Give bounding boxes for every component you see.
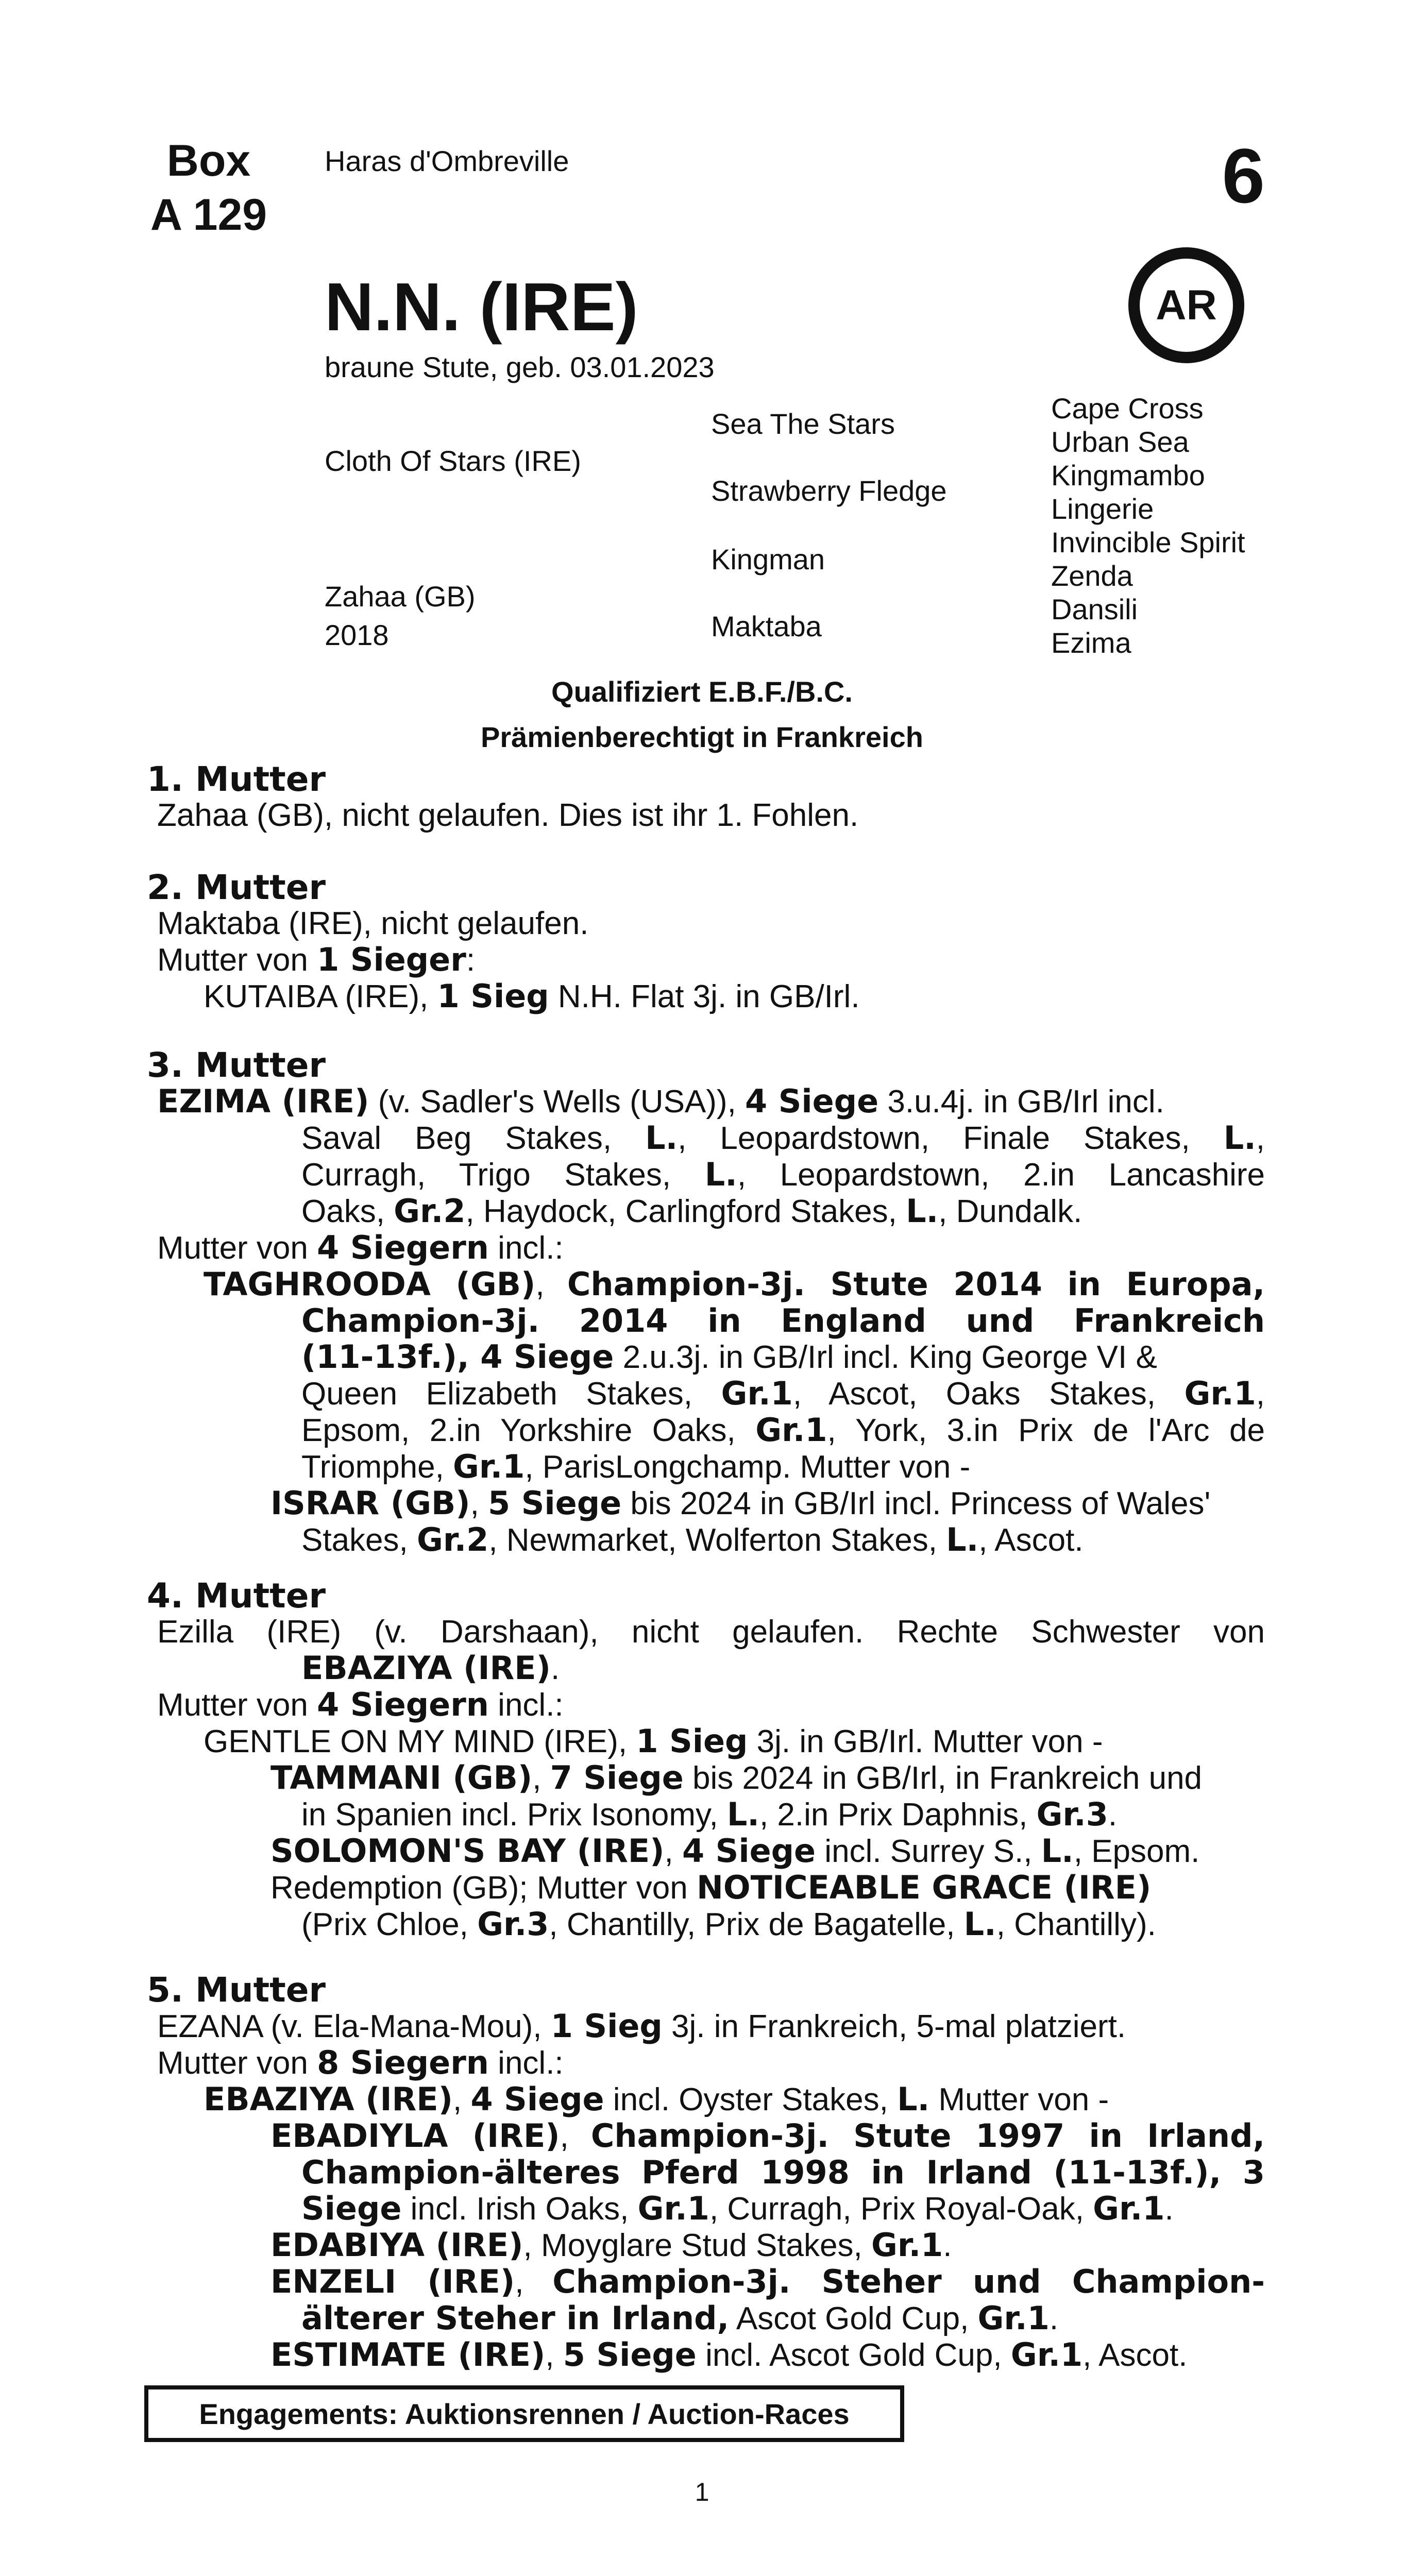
box-number: A 129 (150, 190, 267, 240)
box-label-block (144, 134, 273, 242)
grand-offspring-line: ISRAR (GB), 5 Siege bis 2024 in GB/Irl incl. Princess of Wales' (270, 1484, 1211, 1522)
engagements-label: Engagements: Auktionsrennen / Auction-Races (199, 2397, 850, 2430)
pedigree-gen3-item: Zenda (1051, 560, 1133, 592)
pedigree-gen2-item: Maktaba (711, 610, 822, 642)
section-heading: 2. Mutter (147, 868, 326, 907)
offspring-line: (11-13f.), 4 Siege 2.u.3j. in GB/Irl incl. King George VI & (301, 1338, 1157, 1376)
dam-line: EZIMA (IRE) (v. Sadler's Wells (USA)), 4 Siege 3.u.4j. in GB/Irl incl. (157, 1082, 1164, 1120)
pedigree-sire: Cloth Of Stars (IRE) (325, 445, 581, 477)
section-heading: 3. Mutter (147, 1045, 326, 1085)
offspring-line: Champion-3j. 2014 in England und Frankreich (301, 1302, 1265, 1340)
dam-line: Mutter von 4 Siegern incl.: (157, 1686, 564, 1723)
pedigree-gen3-item: Kingmambo (1051, 459, 1205, 492)
dam-line: Ezilla (IRE) (v. Darshaan), nicht gelaufen. Rechte Schwester von (157, 1614, 1265, 1650)
section-heading: 1. Mutter (147, 759, 326, 799)
pedigree-dam-year: 2018 (325, 619, 389, 651)
pedigree-gen3-item: Lingerie (1051, 493, 1154, 525)
horse-name: N.N. (IRE) (325, 269, 638, 345)
offspring-line: TAGHROODA (GB), Champion-3j. Stute 2014 in Europa, (204, 1265, 1265, 1303)
offspring-line: KUTAIBA (IRE), 1 Sieg N.H. Flat 3j. in GB/Irl. (204, 977, 860, 1015)
dam-line: Mutter von 8 Siegern incl.: (157, 2044, 564, 2081)
pedigree-gen3-item: Invincible Spirit (1051, 526, 1245, 558)
engagements-box (144, 2385, 904, 2442)
dam-line: Saval Beg Stakes, L., Leopardstown, Finale Stakes, L., (301, 1119, 1265, 1157)
mutter-2-section (147, 870, 1265, 1015)
ar-badge (1128, 247, 1244, 363)
pedigree-gen3-item: Urban Sea (1051, 426, 1189, 458)
section-heading: 4. Mutter (147, 1576, 326, 1616)
pedigree-dam: Zahaa (GB) (325, 580, 476, 613)
pedigree-gen3-item: Cape Cross (1051, 392, 1204, 425)
breeder-name: Haras d'Ombreville (325, 145, 569, 177)
grand-offspring-line: (Prix Chloe, Gr.3, Chantilly, Prix de Bagatelle, L., Chantilly). (301, 1905, 1156, 1943)
offspring-line: EBAZIYA (IRE), 4 Siege incl. Oyster Stakes, L. Mutter von - (204, 2080, 1109, 2118)
grand-offspring-line: TAMMANI (GB), 7 Siege bis 2024 in GB/Irl, in Frankreich und (270, 1759, 1203, 1797)
offspring-line: Queen Elizabeth Stakes, Gr.1, Ascot, Oaks Stakes, Gr.1, (301, 1375, 1265, 1412)
dam-line: EZANA (v. Ela-Mana-Mou), 1 Sieg 3j. in Frankreich, 5-mal platziert. (157, 2007, 1126, 2045)
pedigree-gen2-item: Kingman (711, 543, 825, 575)
grand-offspring-line: Stakes, Gr.2, Newmarket, Wolferton Stakes, L., Ascot. (301, 1521, 1084, 1558)
grand-offspring-line: EDABIYA (IRE), Moyglare Stud Stakes, Gr.1. (270, 2226, 952, 2264)
offspring-line: GENTLE ON MY MIND (IRE), 1 Sieg 3j. in GB/Irl. Mutter von - (204, 1722, 1103, 1760)
dam-line: Zahaa (GB), nicht gelaufen. Dies ist ihr 1. Fohlen. (157, 798, 859, 833)
horse-description: braune Stute, geb. 03.01.2023 (325, 351, 715, 383)
grand-offspring-line: Siege incl. Irish Oaks, Gr.1, Curragh, Prix Royal-Oak, Gr.1. (301, 2190, 1174, 2227)
box-label: Box (166, 136, 251, 185)
dam-line: Oaks, Gr.2, Haydock, Carlingford Stakes, L., Dundalk. (301, 1192, 1082, 1230)
grand-offspring-line: älterer Steher in Irland, Ascot Gold Cup, Gr.1. (301, 2299, 1059, 2337)
dam-line: Mutter von 1 Sieger: (157, 941, 476, 978)
pedigree-gen3-list (1051, 392, 1245, 659)
mutter-4-section (147, 1578, 1265, 1943)
offspring-line: Epsom, 2.in Yorkshire Oaks, Gr.1, York, 3.in Prix de l'Arc de (301, 1411, 1265, 1449)
offspring-line: Triomphe, Gr.1, ParisLongchamp. Mutter von - (301, 1448, 971, 1485)
section-heading: 5. Mutter (147, 1970, 326, 2010)
qualification-line: Qualifiziert E.B.F./B.C. (551, 675, 853, 708)
qualification-line: Prämienberechtigt in Frankreich (481, 721, 923, 753)
mutter-5-section (147, 1972, 1265, 2374)
page-number: 1 (695, 2478, 709, 2506)
grand-offspring-line: in Spanien incl. Prix Isonomy, L., 2.in Prix Daphnis, Gr.3. (301, 1795, 1118, 1833)
pedigree-gen2-item: Strawberry Fledge (711, 474, 947, 507)
mutter-3-section (147, 1047, 1265, 1558)
pedigree-gen3-item: Dansili (1051, 593, 1138, 625)
dam-line: EBAZIYA (IRE). (301, 1649, 560, 1687)
grand-offspring-line: EBADIYLA (IRE), Champion-3j. Stute 1997 in Irland, (270, 2117, 1265, 2155)
lot-number: 6 (1222, 132, 1265, 219)
grand-offspring-line: ESTIMATE (IRE), 5 Siege incl. Ascot Gold Cup, Gr.1, Ascot. (270, 2336, 1188, 2374)
mutter-1-section (147, 761, 1265, 834)
dam-line: Curragh, Trigo Stakes, L., Leopardstown, 2.in Lancashire (301, 1156, 1265, 1193)
grand-offspring-line: Champion-älteres Pferd 1998 in Irland (11-13f.), 3 (301, 2154, 1265, 2191)
dam-line: Maktaba (IRE), nicht gelaufen. (157, 906, 589, 941)
ar-badge-label: AR (1156, 281, 1217, 329)
pedigree-gen2-item: Sea The Stars (711, 408, 895, 440)
dam-line: Mutter von 4 Siegern incl.: (157, 1229, 564, 1266)
pedigree-gen3-item: Ezima (1051, 626, 1131, 659)
grand-offspring-line: Redemption (GB); Mutter von NOTICEABLE GRACE (IRE) (270, 1869, 1152, 1906)
grand-offspring-line: SOLOMON'S BAY (IRE), 4 Siege incl. Surrey S., L., Epsom. (270, 1832, 1200, 1870)
grand-offspring-line: ENZELI (IRE), Champion-3j. Steher und Champion- (270, 2263, 1265, 2300)
